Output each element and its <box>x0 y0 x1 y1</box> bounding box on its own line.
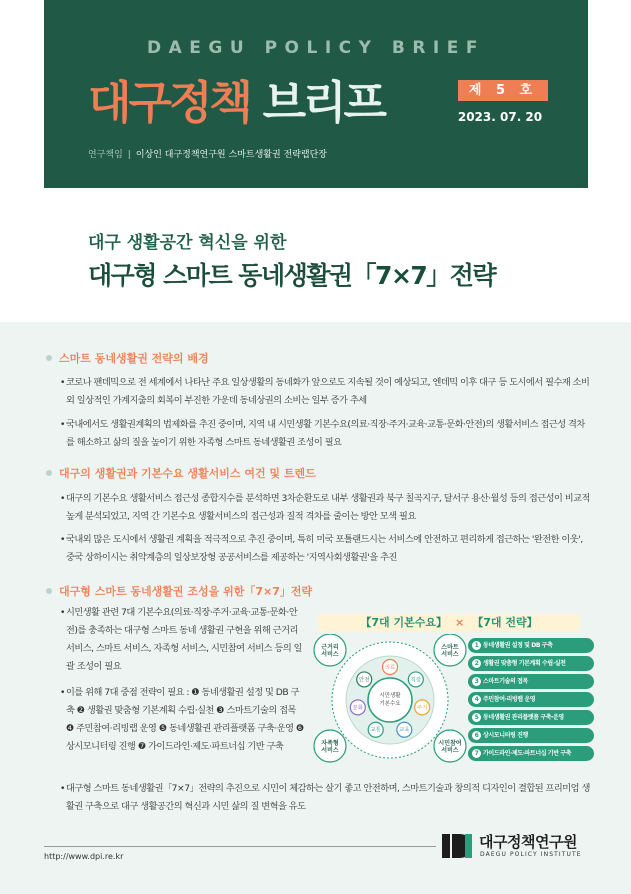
strategy-label: 스마트기술의 접목 <box>483 678 528 685</box>
strategy-label: 가이드라인·제도·파트너십 기반 구축 <box>483 750 572 757</box>
need-label: 교통 <box>370 727 382 734</box>
service-label: 자족형 <box>321 740 339 747</box>
list-item: • 시민생활 관련 7대 기본수요(의료·직장·주거·교육·교통·문화·안전)를 충족하는 대구형 스마트 동네 생활권 구현을 위해 근거리 서비스, 스마트 서비스, 자족형 서비스, 시민참여 서비스 등의 일괄 조성이 필요 <box>60 604 304 676</box>
service-label: 서비스 <box>441 651 459 658</box>
strategy-item <box>468 746 594 761</box>
list-item-text: 국내에서도 생활권계획의 법제화를 추진 중이며, 지역 내 시민생활 기본수요(의료·직장·주거·교육·교통·문화·안전)의 생활서비스 접근성 격차를 해소하고 삶의 질을 높이기 위한 자족형 스마트 동네생활권 조성이 필요 <box>66 419 585 448</box>
section-heading-text: 대구의 생활권과 기본수요 생활서비스 여건 및 트렌드 <box>59 467 316 480</box>
series-name: DAEGU POLICY BRIEF <box>147 38 485 58</box>
section-heading-conditions <box>46 465 316 481</box>
section-heading-text: 대구형 스마트 동네생활권 조성을 위한「7×7」전략 <box>59 585 313 598</box>
editor-role: 연구책임 <box>88 150 123 160</box>
strategy-label: 동네생활권 설정 및 DB 구축 <box>483 642 553 649</box>
list-item-text: 대구형 스마트 동네생활권「7×7」전략의 추진으로 시민이 체감하는 살기 좋고 안전하며, 스마트기술과 창의적 디자인이 결합된 프리미엄 생활권 구축으로 대구 생활공간의 혁신과 시민 삶의 질 변혁을 유도 <box>66 783 590 812</box>
service-label: 서비스 <box>321 651 339 658</box>
need-label: 주거 <box>416 705 428 712</box>
editor-separator: | <box>127 150 131 160</box>
need-label: 교육 <box>398 727 410 734</box>
service-label: 서비스 <box>321 747 339 754</box>
strategy-label: 주민참여·리빙랩 운영 <box>483 696 536 703</box>
strategy-diagram <box>312 610 594 770</box>
need-label: 안전 <box>358 677 370 684</box>
institute-name-en: DAEGU POLICY INSTITUTE <box>480 851 582 858</box>
strategy-number: 2 <box>472 659 481 668</box>
list-item-text: 이를 위해 7대 중점 전략이 필요 : ❶ 동네생활권 설정 및 DB 구축 ❷ 생활권 맞춤형 기본계획 수립·실천 ❸ 스마트기술의 접목 ❹ 주민참여·리빙랩 운영 ❺ 동네생활권 관리플랫폼 구축·운영 ❻ 상시모니터링 진행 ❼ 가이드라인·제도·파트너십 기반 구축 <box>66 687 304 752</box>
list-item-text: 코로나 팬데믹으로 전 세계에서 나타난 주요 일상생활의 동네화가 앞으로도 지속될 것이 예상되고, 엔데믹 이후 대구 등 도시에서 필수재 소비 외 일상적인 가계지출의 회복이 부진한 가운데 동네상권의 소비는 일부 증가 추세 <box>66 377 590 406</box>
list-item-text: 국내외 많은 도시에서 생활권 계획을 적극적으로 추진 중이며, 특히 미국 포틀랜드시는 서비스에 안전하고 편리하게 접근하는 '완전한 이웃', 중국 상하이시는 취약계층의 일상보장형 공공서비스를 제공하는 '지역사회생활권'을 추진 <box>66 534 583 563</box>
center-hub <box>368 678 412 722</box>
title-accent: 대구정책 <box>88 76 250 129</box>
institute-logo-icon <box>440 830 474 860</box>
bullet-dot-icon <box>46 470 52 476</box>
strategy-label: 상시모니터링 진행 <box>483 732 528 739</box>
strategy-label: 동네생활권 관리플랫폼 구축·운영 <box>483 714 564 721</box>
issue-date: 2023. 07. 20 <box>457 110 543 124</box>
strategy-number: 4 <box>472 695 481 704</box>
service-label: 스마트 <box>441 644 459 651</box>
list-item-text: 대구의 기본수요 생활서비스 접근성 종합지수를 분석하면 3차순환도로 내부 생활권과 북구 칠곡지구, 달서구 용산·월성 등의 접근성이 비교적 높게 분석되었고, 지역 간 기본수요 생활서비스의 접근성과 질적 격차를 줄이는 방안 모색 필요 <box>66 493 590 522</box>
list-item-text: 시민생활 관련 7대 기본수요(의료·직장·주거·교육·교통·문화·안전)를 충족하는 대구형 스마트 동네 생활권 구현을 위해 근거리 서비스, 스마트 서비스, 자족형 서비스, 시민참여 서비스 등의 일괄 조성이 필요 <box>66 607 303 672</box>
website-url: http://www.dpi.re.kr <box>44 852 124 861</box>
service-label: 서비스 <box>441 747 459 754</box>
strategy-item <box>468 656 594 671</box>
list-item: • 대구의 기본수요 생활서비스 접근성 종합지수를 분석하면 3차순환도로 내부 생활권과 북구 칠곡지구, 달서구 용산·월성 등의 접근성이 비교적 높게 분석되었고, 지역 간 기본수요 생활서비스의 접근성과 질적 격차를 줄이는 방안 모색 필요 <box>60 490 592 526</box>
list-item: • 코로나 팬데믹으로 전 세계에서 나타난 주요 일상생활의 동네화가 앞으로도 지속될 것이 예상되고, 엔데믹 이후 대구 등 도시에서 필수재 소비 외 일상적인 가계지출의 회복이 부진한 가운데 동네상권의 소비는 일부 증가 추세 <box>60 374 592 410</box>
issue-badge: 제 5 호 <box>458 80 548 101</box>
strategy-number: 7 <box>472 749 481 758</box>
strategy-item <box>468 674 594 689</box>
center-label-2: 기본수요 <box>379 701 401 707</box>
strategy-number: 5 <box>472 713 481 722</box>
diagram-header <box>318 614 580 632</box>
service-label: 근거리 <box>321 644 339 651</box>
editor-line <box>88 147 327 160</box>
list-item: • 이를 위해 7대 중점 전략이 필요 : ❶ 동네생활권 설정 및 DB 구축 ❷ 생활권 맞춤형 기본계획 수립·실천 ❸ 스마트기술의 접목 ❹ 주민참여·리빙랩 운영 ❺ 동네생활권 관리플랫폼 구축·운영 ❻ 상시모니터링 진행 ❼ 가이드라인·제도·파트너십 기반 구축 <box>60 684 304 756</box>
diagram-header-times: × <box>455 616 465 629</box>
report-subtitle: 대구 생활공간 혁신을 위한 <box>88 233 287 253</box>
strategy-item <box>468 728 594 743</box>
institute-name: 대구정책연구원 <box>479 833 577 851</box>
need-label: 문화 <box>352 705 364 712</box>
need-label: 의료 <box>384 665 396 671</box>
publication-title <box>88 66 384 131</box>
strategy-number: 1 <box>472 641 481 650</box>
bullet-dot-icon <box>46 355 52 361</box>
title-light: 브리프 <box>262 76 384 129</box>
section-heading-strategy <box>46 583 312 599</box>
strategy-item <box>468 638 594 653</box>
list-item: • 국내외 많은 도시에서 생활권 계획을 적극적으로 추진 중이며, 특히 미국 포틀랜드시는 서비스에 안전하고 편리하게 접근하는 '완전한 이웃', 중국 상하이시는 취약계층의 일상보장형 공공서비스를 제공하는 '지역사회생활권'을 추진 <box>60 531 592 567</box>
header-banner <box>44 0 588 188</box>
bullet-dot-icon <box>46 588 52 594</box>
section-heading-background <box>46 350 209 366</box>
strategy-label: 생활권 맞춤형 기본계획 수립·실천 <box>483 660 566 667</box>
footer-divider <box>44 846 436 847</box>
strategy-item <box>468 692 594 707</box>
list-item: • 대구형 스마트 동네생활권「7×7」전략의 추진으로 시민이 체감하는 살기 좋고 안전하며, 스마트기술과 창의적 디자인이 결합된 프리미엄 생활권 구축으로 대구 생활공간의 혁신과 시민 삶의 질 변혁을 유도 <box>60 780 592 816</box>
section-heading-text: 스마트 동네생활권 전략의 배경 <box>59 352 209 365</box>
strategy-number: 3 <box>472 677 481 686</box>
basic-needs-wheel <box>312 634 468 770</box>
strategy-item <box>468 710 594 725</box>
diagram-header-left: 【7대 기본수요】 <box>360 616 448 629</box>
diagram-header-right: 【7대 전략】 <box>472 616 538 629</box>
editor-name: 이상인 대구정책연구원 스마트생활권 전략랩단장 <box>135 150 327 160</box>
list-item: • 국내에서도 생활권계획의 법제화를 추진 중이며, 지역 내 시민생활 기본수요(의료·직장·주거·교육·교통·문화·안전)의 생활서비스 접근성 격차를 해소하고 삶의 질을 높이기 위한 자족형 스마트 동네생활권 조성이 필요 <box>60 416 592 452</box>
strategy-number: 6 <box>472 731 481 740</box>
report-title: 대구형 스마트 동네생활권「7×7」전략 <box>88 261 496 290</box>
need-label: 직장 <box>410 677 422 684</box>
service-label: 시민참여 <box>438 740 462 747</box>
center-label-1: 시민생활 <box>379 693 401 699</box>
